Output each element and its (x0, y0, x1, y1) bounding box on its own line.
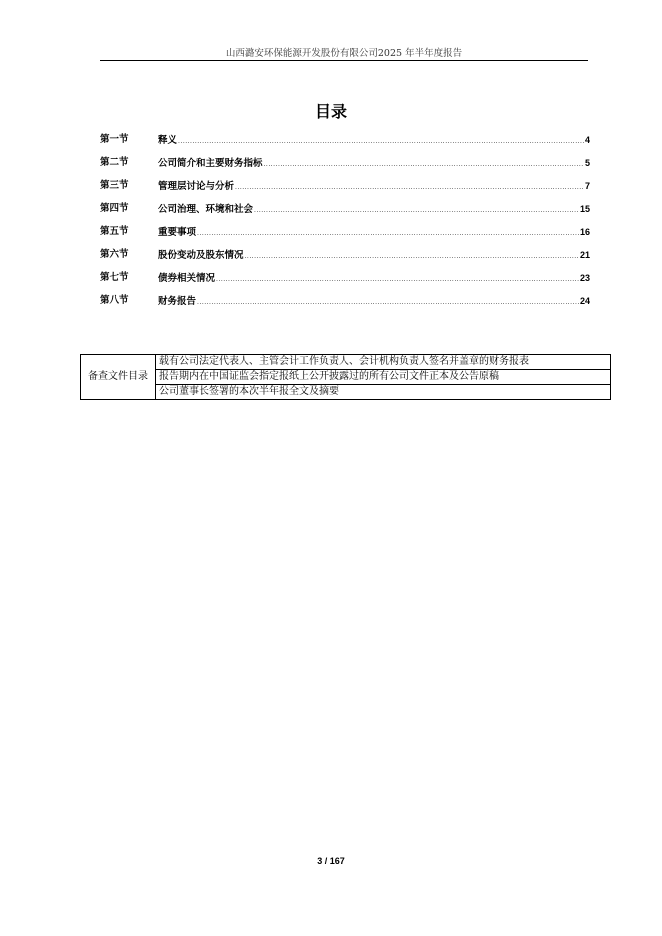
page-number: 3 / 167 (317, 856, 345, 866)
toc-entry-title: 释义 (158, 135, 178, 146)
toc-page-number: 21 (579, 250, 590, 260)
toc-leader-dots (216, 274, 579, 286)
toc-entry[interactable] (100, 134, 590, 157)
table-row (81, 355, 611, 370)
toc-section-number: 第六节 (100, 249, 129, 260)
toc-entry-title: 财务报告 (158, 296, 197, 307)
toc-entry[interactable] (100, 157, 590, 180)
toc-entry[interactable] (100, 295, 590, 318)
toc-entry-title: 重要事项 (158, 227, 197, 238)
toc-leader-dots (245, 251, 579, 263)
toc-page-number: 7 (584, 181, 590, 191)
toc-entry[interactable] (100, 249, 590, 272)
toc-section-number: 第八节 (100, 295, 129, 306)
toc-title: 目录 (314, 102, 347, 121)
toc-entry-title: 管理层讨论与分析 (158, 181, 235, 192)
reference-documents-label: 备查文件目录 (81, 355, 156, 400)
page-header: 山西潞安环保能源开发股份有限公司2025 年半年度报告 (225, 48, 463, 59)
toc-page-number: 4 (584, 135, 590, 145)
reference-document-item: 载有公司法定代表人、主管会计工作负责人、会计机构负责人签名并盖章的财务报表 (156, 355, 611, 370)
reference-documents-table (80, 354, 611, 400)
toc-entry[interactable] (100, 226, 590, 249)
toc-leader-dots (254, 205, 579, 217)
toc-page-number: 23 (579, 273, 590, 283)
toc-section-number: 第七节 (100, 272, 129, 283)
toc-leader-dots (197, 228, 579, 240)
toc-entry[interactable] (100, 180, 590, 203)
toc-leader-dots (235, 182, 584, 194)
toc-page-number: 24 (579, 296, 590, 306)
toc-entry[interactable] (100, 272, 590, 295)
table-row (81, 385, 611, 400)
reference-document-item: 公司董事长签署的本次半年报全文及摘要 (156, 385, 611, 400)
toc-entry-title: 公司治理、环境和社会 (158, 204, 254, 215)
toc-page-number: 16 (579, 227, 590, 237)
toc-leader-dots (264, 159, 584, 171)
table-row (81, 370, 611, 385)
table-of-contents (100, 134, 590, 318)
reference-document-item: 报告期内在中国证监会指定报纸上公开披露过的所有公司文件正本及公告原稿 (156, 370, 611, 385)
toc-leader-dots (197, 297, 579, 309)
toc-section-number: 第三节 (100, 180, 129, 191)
toc-section-number: 第一节 (100, 134, 129, 145)
toc-page-number: 5 (584, 158, 590, 168)
toc-section-number: 第二节 (100, 157, 129, 168)
toc-section-number: 第四节 (100, 203, 129, 214)
toc-leader-dots (178, 136, 584, 148)
toc-section-number: 第五节 (100, 226, 129, 237)
toc-entry[interactable] (100, 203, 590, 226)
toc-page-number: 15 (579, 204, 590, 214)
toc-entry-title: 股份变动及股东情况 (158, 250, 244, 261)
toc-entry-title: 债券相关情况 (158, 273, 216, 284)
header-divider (100, 60, 588, 61)
toc-entry-title: 公司简介和主要财务指标 (158, 158, 263, 169)
